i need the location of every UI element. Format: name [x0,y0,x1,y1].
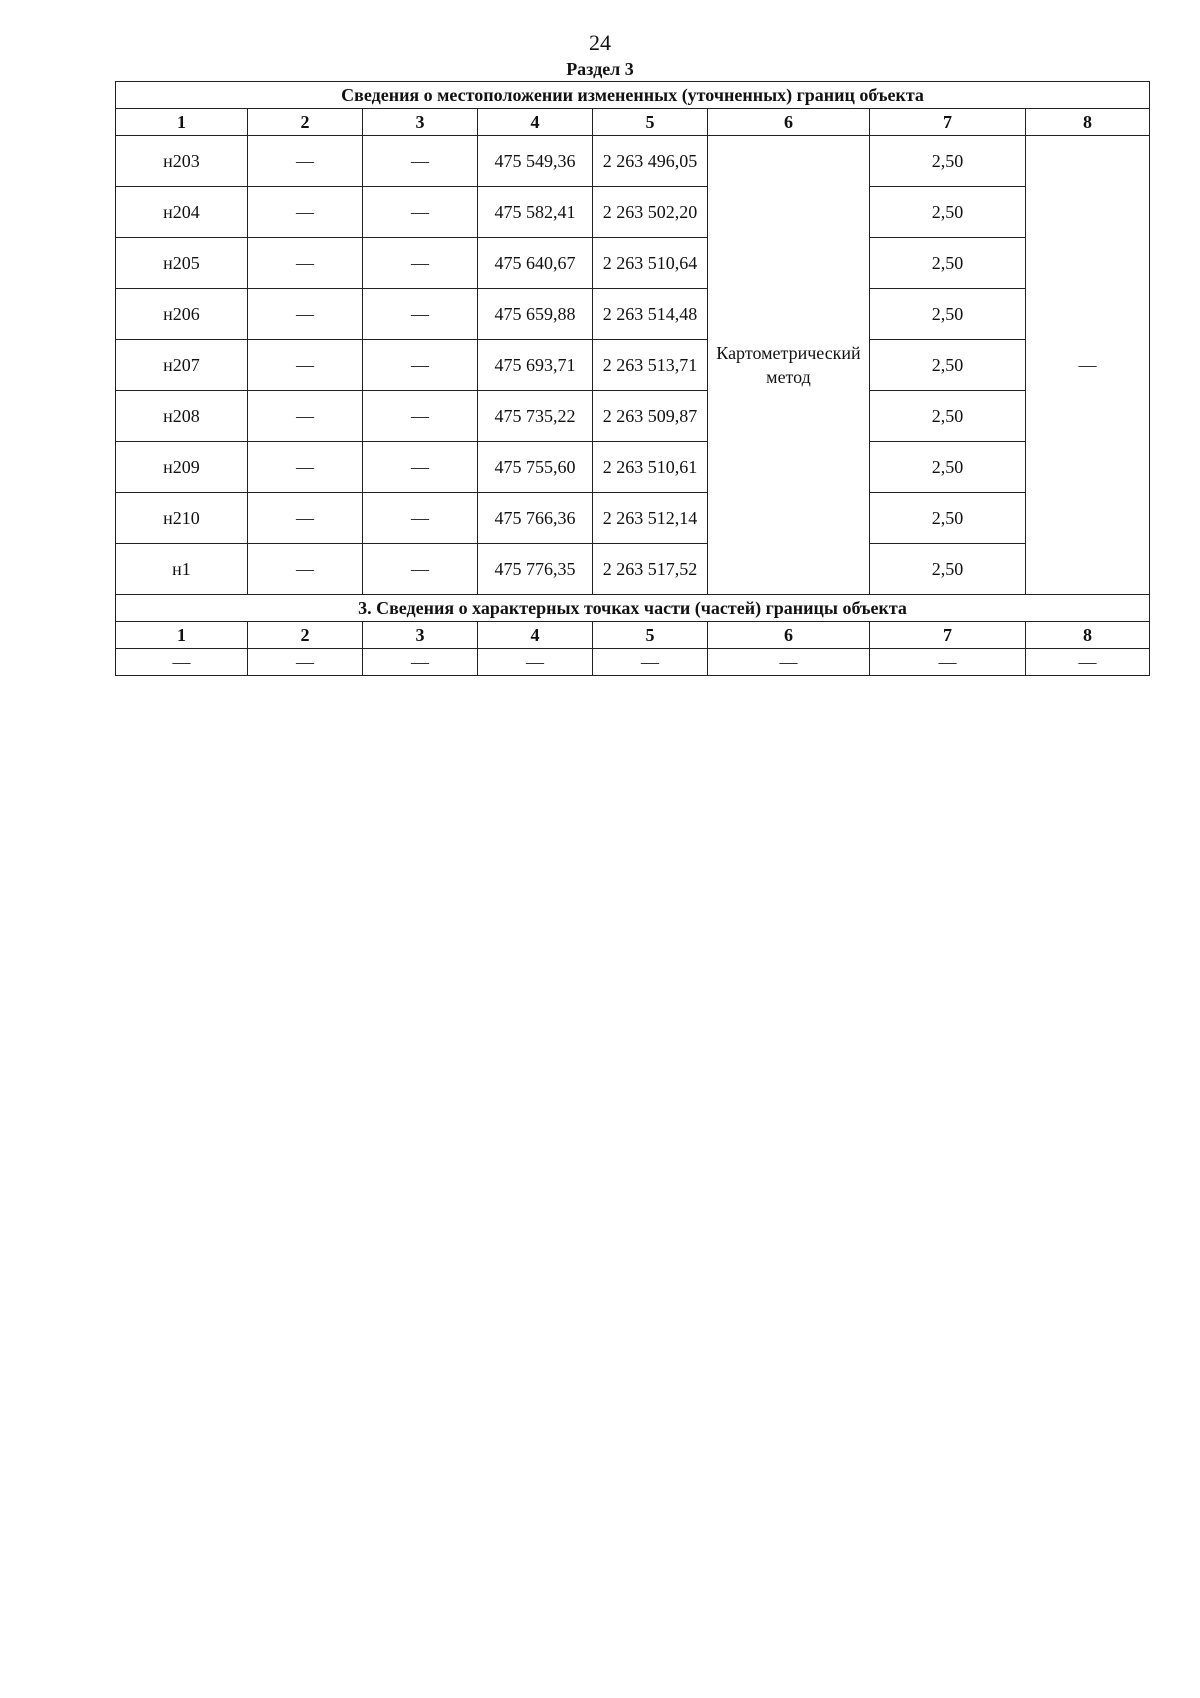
accuracy: 2,50 [870,544,1026,595]
cell-dash: — [363,442,478,493]
coord-y: 2 263 496,05 [593,136,708,187]
cell-dash: — [116,649,248,676]
coord-y: 2 263 513,71 [593,340,708,391]
accuracy: 2,50 [870,493,1026,544]
point-name: н204 [116,187,248,238]
boundary-table [115,81,1150,676]
cell-dash: — [248,649,363,676]
table-row [116,136,1150,187]
coord-x: 475 693,71 [478,340,593,391]
column-number: 7 [870,622,1026,649]
accuracy: 2,50 [870,238,1026,289]
column-number: 2 [248,622,363,649]
section-title: Раздел 3 [566,59,634,79]
coord-y: 2 263 509,87 [593,391,708,442]
accuracy: 2,50 [870,391,1026,442]
cell-dash: — [1026,649,1150,676]
coord-x: 475 549,36 [478,136,593,187]
column-number: 3 [363,622,478,649]
coord-x: 475 755,60 [478,442,593,493]
coord-x: 475 659,88 [478,289,593,340]
point-name: н209 [116,442,248,493]
cell-dash: — [248,340,363,391]
column-number: 4 [478,109,593,136]
cell-dash: — [248,442,363,493]
col8-merged-cell: — [1026,136,1150,595]
coord-x: 475 582,41 [478,187,593,238]
column-number-row [116,622,1150,649]
column-number: 2 [248,109,363,136]
coord-y: 2 263 510,64 [593,238,708,289]
accuracy: 2,50 [870,136,1026,187]
accuracy: 2,50 [870,289,1026,340]
table-row [116,442,1150,493]
column-number-row [116,109,1150,136]
coord-x: 475 735,22 [478,391,593,442]
point-name: н1 [116,544,248,595]
cell-dash: — [363,289,478,340]
column-number: 6 [708,622,870,649]
table-row [116,340,1150,391]
point-name: н206 [116,289,248,340]
table-row [116,493,1150,544]
cell-dash: — [248,493,363,544]
point-name: н205 [116,238,248,289]
cell-dash: — [248,238,363,289]
table-row [116,289,1150,340]
accuracy: 2,50 [870,340,1026,391]
point-name: н203 [116,136,248,187]
coord-y: 2 263 512,14 [593,493,708,544]
point-name: н210 [116,493,248,544]
cell-dash: — [593,649,708,676]
coord-y: 2 263 517,52 [593,544,708,595]
column-number: 6 [708,109,870,136]
coord-x: 475 776,35 [478,544,593,595]
cell-dash: — [708,649,870,676]
cell-dash: — [248,136,363,187]
column-number: 1 [116,622,248,649]
coord-y: 2 263 514,48 [593,289,708,340]
cell-dash: — [248,187,363,238]
cell-dash: — [363,493,478,544]
coord-x: 475 766,36 [478,493,593,544]
table-row [116,187,1150,238]
column-number: 5 [593,622,708,649]
table2-caption: 3. Сведения о характерных точках части (частей) границы объекта [116,595,1150,622]
method-cell: Картометрический метод [708,136,870,595]
column-number: 1 [116,109,248,136]
cell-dash: — [363,340,478,391]
column-number: 5 [593,109,708,136]
column-number: 4 [478,622,593,649]
column-number: 7 [870,109,1026,136]
cell-dash: — [363,391,478,442]
cell-dash: — [248,544,363,595]
coord-y: 2 263 510,61 [593,442,708,493]
cell-dash: — [363,544,478,595]
table-row [116,238,1150,289]
cell-dash: — [363,238,478,289]
accuracy: 2,50 [870,187,1026,238]
coord-y: 2 263 502,20 [593,187,708,238]
accuracy: 2,50 [870,442,1026,493]
cell-dash: — [363,187,478,238]
cell-dash: — [363,649,478,676]
cell-dash: — [478,649,593,676]
cell-dash: — [363,136,478,187]
column-number: 8 [1026,109,1150,136]
cell-dash: — [870,649,1026,676]
point-name: н208 [116,391,248,442]
table-row [116,391,1150,442]
table-row [116,544,1150,595]
coord-x: 475 640,67 [478,238,593,289]
page-number: 24 [589,30,611,55]
column-number: 3 [363,109,478,136]
point-name: н207 [116,340,248,391]
table-row [116,649,1150,676]
column-number: 8 [1026,622,1150,649]
cell-dash: — [248,391,363,442]
table-caption: Сведения о местоположении измененных (уточненных) границ объекта [116,82,1150,109]
cell-dash: — [248,289,363,340]
